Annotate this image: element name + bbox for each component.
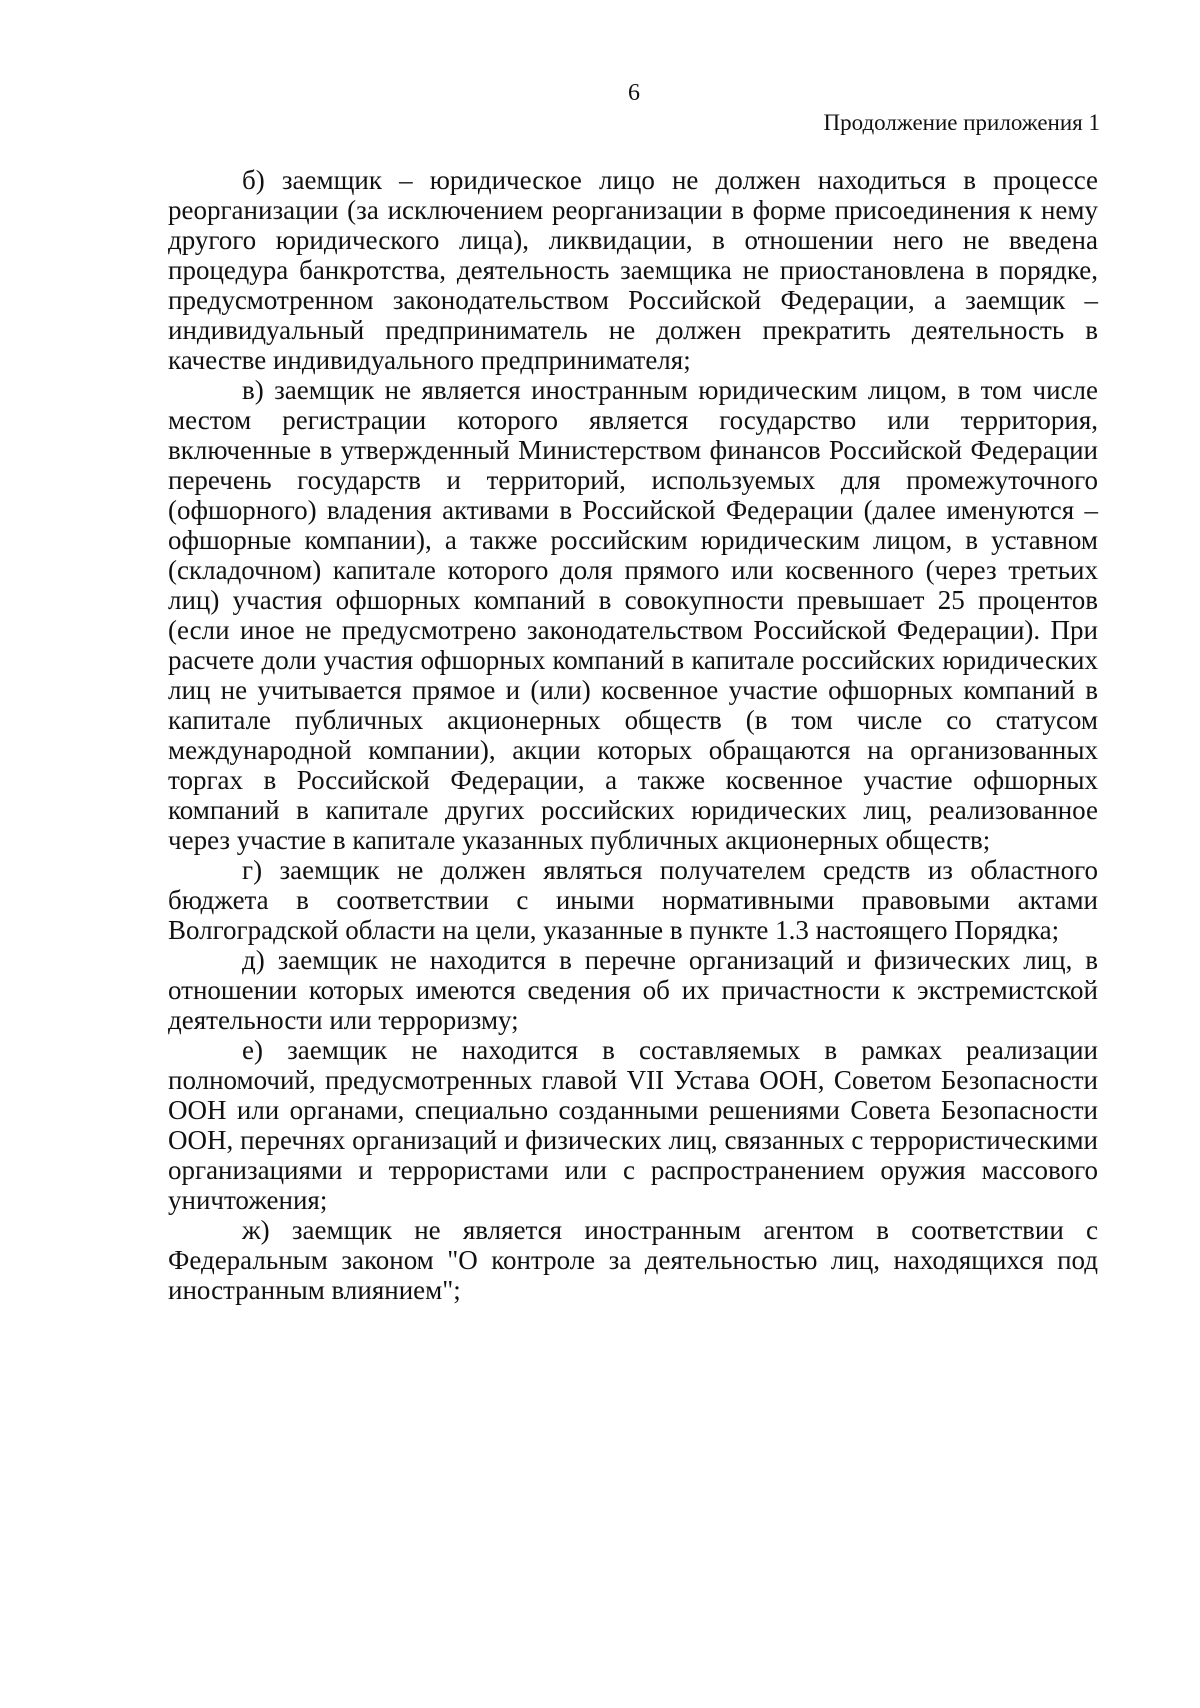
page-number: 6 [628,80,640,106]
paragraph-g: г) заемщик не должен являться получателем средств из областного бюджета в соответствии с иными нормативными правовыми актами Волгоградской области на цели, указанные в пункте 1.3 настоящего Порядка; [168,855,1098,945]
paragraph-b: б) заемщик – юридическое лицо не должен находиться в процессе реорганизации (за исключением реорганизации в форме присоединения к нему другого юридического лица), ликвидации, в отношении него не введена процедура банкротства, деятельность заемщика не приостановлена в порядке, предусмотренном законодательством Российской Федерации, а заемщик – индивидуальный предприниматель не должен прекратить деятельность в качестве индивидуального предпринимателя; [168,165,1098,375]
paragraph-zh: ж) заемщик не является иностранным агентом в соответствии с Федеральным законом "О контроле за деятельностью лиц, находящихся под иностранным влиянием"; [168,1215,1098,1305]
paragraph-v: в) заемщик не является иностранным юридическим лицом, в том числе местом регистрации которого является государство или территория, включенные в утвержденный Министерством финансов Российской Федерации перечень государств и территорий, используемых для промежуточного (офшорного) владения активами в Российской Федерации (далее именуются – офшорные компании), а также российским юридическим лицом, в уставном (складочном) капитале которого доля прямого или косвенного (через третьих лиц) участия офшорных компаний в совокупности превышает 25 процентов (если иное не предусмотрено законодательством Российской Федерации). При расчете доли участия офшорных компаний в капитале российских юридических лиц не учитывается прямое и (или) косвенное участие офшорных компаний в капитале публичных акционерных обществ (в том числе со статусом международной компании), акции которых обращаются на организованных торгах в Российской Федерации, а также косвенное участие офшорных компаний в капитале других российских юридических лиц, реализованное через участие в капитале указанных публичных акционерных обществ; [168,375,1098,855]
appendix-continuation-label: Продолжение приложения 1 [823,110,1100,135]
paragraph-e: е) заемщик не находится в составляемых в рамках реализации полномочий, предусмотренных главой VII Устава ООН, Советом Безопасности ООН или органами, специально созданными решениями Совета Безопасности ООН, перечнях организаций и физических лиц, связанных с террористическими организациями и террористами или с распространением оружия массового уничтожения; [168,1035,1098,1215]
paragraph-d: д) заемщик не находится в перечне организаций и физических лиц, в отношении которых имеются сведения об их причастности к экстремистской деятельности или терроризму; [168,945,1098,1035]
document-body [168,165,1098,1305]
